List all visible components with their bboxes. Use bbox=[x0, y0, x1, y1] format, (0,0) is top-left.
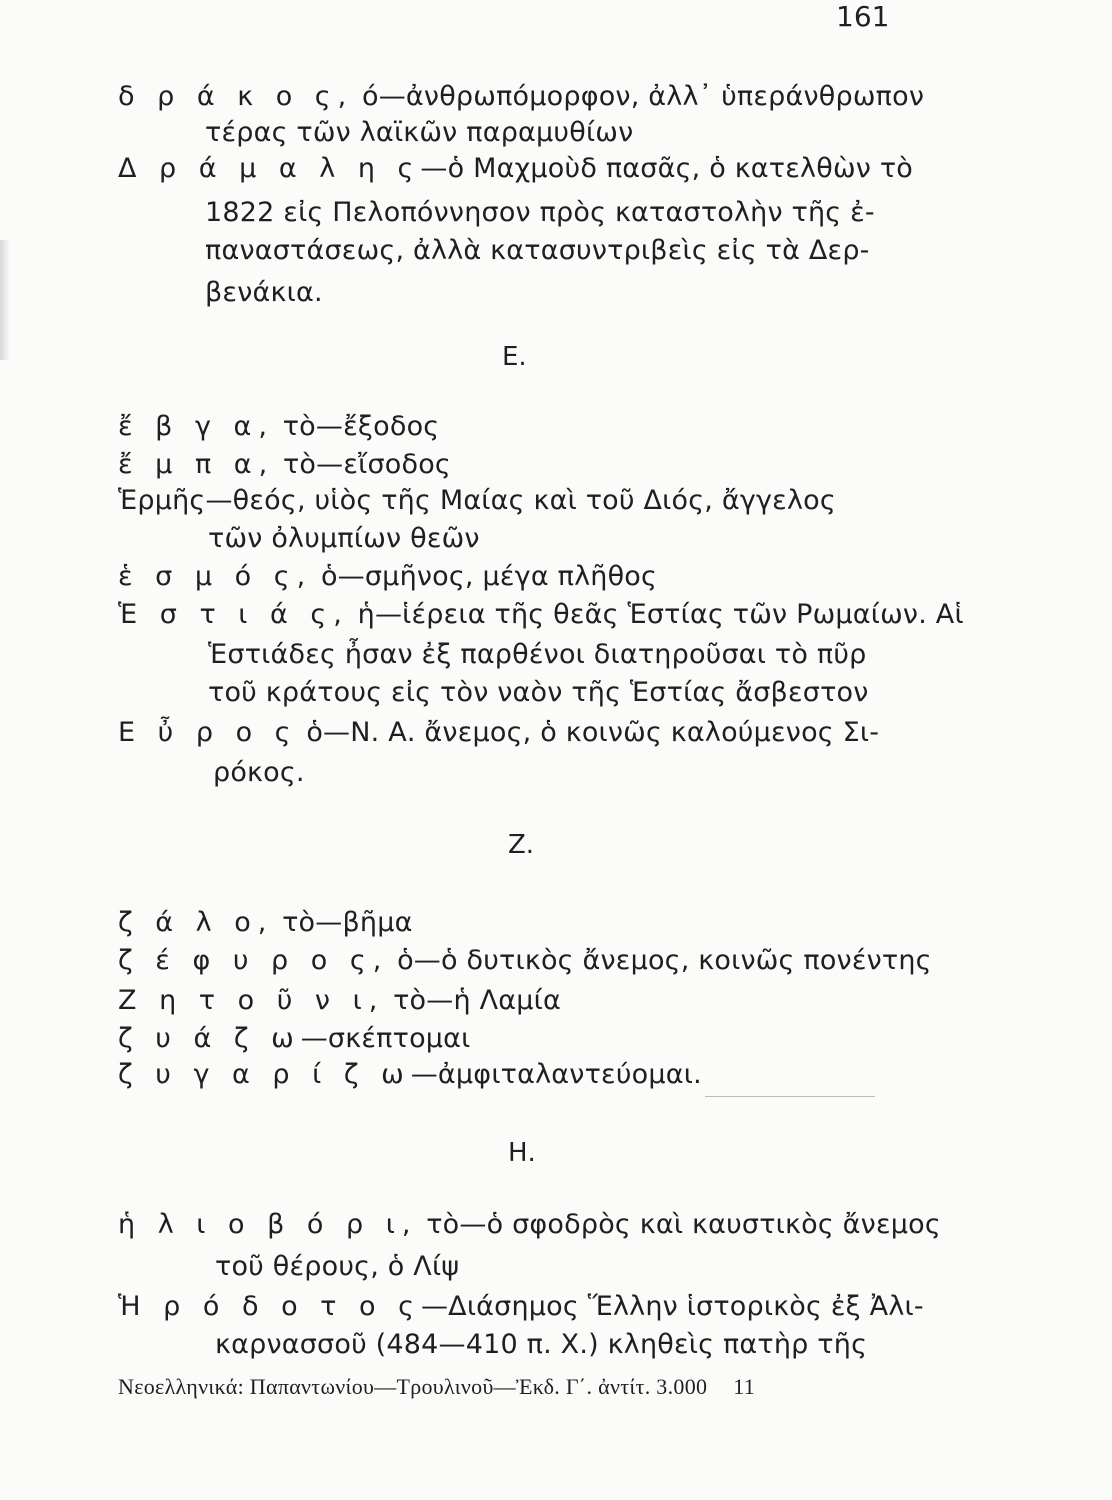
entry-text: καρνασσοῦ (484—410 π. Χ.) κληθεὶς πατὴρ τῆς bbox=[215, 1329, 868, 1360]
entry-headword: Δ ρ ά μ α λ η ς bbox=[118, 153, 421, 184]
entry-text: τὸ—εἴσοδος bbox=[274, 449, 451, 480]
entry-headword: ἑ σ μ ό ς, bbox=[118, 561, 313, 592]
entry-line bbox=[118, 1208, 941, 1242]
entry-text: τοῦ θέρους, ὁ Λίψ bbox=[215, 1251, 460, 1282]
entry-headword: Ἑ σ τ ι ά ς, bbox=[118, 599, 349, 630]
entry-text: τὸ—βῆμα bbox=[273, 907, 413, 938]
entry-text: βενάκια. bbox=[205, 277, 323, 308]
entry-text: τῶν ὀλυμπίων θεῶν bbox=[208, 523, 480, 554]
entry-text: ὁ—Ν. Α. ἄνεμος, ὁ κοινῶς καλούμενος Σι- bbox=[297, 717, 880, 748]
entry-headword: δ ρ ά κ ο ς, bbox=[118, 81, 354, 112]
entry-headword: Ἡ ρ ό δ ο τ ο ς bbox=[118, 1291, 421, 1322]
entry-text: —ὁ Μαχμοὺδ πασᾶς, ὁ κατελθὼν τὸ bbox=[420, 153, 914, 184]
entry-line bbox=[118, 984, 561, 1018]
entry-text: τὸ—ἔξοδος bbox=[273, 411, 440, 442]
entry-line bbox=[118, 410, 439, 444]
entry-text: τοῦ κράτους εἰς τὸν ναὸν τῆς Ἑστίας ἄσβεστον bbox=[208, 677, 869, 708]
entry-text: ἡ—ἱέρεια τῆς θεᾶς Ἑστίας τῶν Ρωμαίων. Αἱ bbox=[348, 599, 964, 630]
entry-headword: ἔ β γ α, bbox=[118, 411, 274, 442]
entry-headword: ζ έ φ υ ρ ο ς, bbox=[118, 945, 389, 976]
signature-number: 11 bbox=[733, 1374, 756, 1399]
entry-line bbox=[213, 756, 305, 790]
entry-line bbox=[208, 676, 869, 710]
entry-text: ό—ἀνθρωπόμορφον, ἀλλ᾽ ὑπεράνθρωπον bbox=[353, 81, 925, 112]
entry-line bbox=[118, 560, 657, 594]
page-edge-shadow bbox=[0, 240, 10, 360]
entry-text: —ἀμφιταλαντεύομαι. bbox=[410, 1059, 702, 1090]
entry-text: παναστάσεως, ἀλλὰ κατασυντριβεὶς εἰς τὰ Δερ- bbox=[205, 235, 870, 266]
entry-line bbox=[118, 152, 913, 186]
entry-headword: Ζ η τ ο ῦ ν ι, bbox=[118, 985, 385, 1016]
entry-line bbox=[118, 1290, 924, 1324]
entry-line bbox=[215, 1328, 867, 1362]
entry-headword: ζ υ ά ζ ω bbox=[118, 1023, 301, 1054]
entry-text: 1822 εἰς Πελοπόννησον πρὸς καταστολὴν τῆς ἐ- bbox=[205, 197, 875, 228]
entry-line bbox=[205, 234, 870, 268]
entry-line bbox=[118, 716, 879, 750]
entry-text: —σκέπτομαι bbox=[300, 1023, 471, 1054]
page-number: 161 bbox=[836, 0, 890, 33]
entry-text: ὁ—σμῆνος, μέγα πλῆθος bbox=[312, 561, 658, 592]
entry-headword: Ε ὖ ρ ο ς bbox=[118, 717, 298, 748]
entry-text: τὸ—ὁ σφοδρὸς καὶ καυστικὸς ἄνεμος bbox=[417, 1209, 941, 1240]
entry-text: ὁ—ὁ δυτικὸς ἄνεμος, κοινῶς πονέντης bbox=[388, 945, 932, 976]
entry-text: ρόκος. bbox=[213, 757, 305, 788]
entry-line bbox=[215, 1250, 459, 1284]
entry-line bbox=[118, 484, 836, 518]
entry-line bbox=[118, 80, 924, 114]
divider bbox=[705, 1096, 875, 1097]
section-heading: Ζ. bbox=[508, 830, 535, 860]
entry-line bbox=[118, 906, 413, 940]
entry-line bbox=[205, 196, 875, 230]
entry-line bbox=[118, 448, 451, 482]
entry-text: Ἑρμῆς—θεός, υἱὸς τῆς Μαίας καὶ τοῦ Διός, ἄγγελος bbox=[118, 485, 836, 516]
entry-text: τὸ—ἡ Λαμία bbox=[384, 985, 561, 1016]
section-heading: Ε. bbox=[502, 342, 527, 372]
section-heading: Η. bbox=[508, 1138, 536, 1168]
entry-line bbox=[205, 116, 633, 150]
entry-headword: ἡ λ ι ο β ό ρ ι, bbox=[118, 1209, 418, 1240]
entry-line bbox=[205, 276, 323, 310]
entry-text: Ἑστιάδες ἦσαν ἐξ παρθένοι διατηροῦσαι τὸ πῦρ bbox=[208, 639, 867, 670]
entry-line bbox=[208, 522, 480, 556]
entry-line bbox=[118, 944, 932, 978]
footer-text: Νεοελληνικά: Παπαντωνίου—Τρουλινοῦ—Ἐκδ. Γ΄. ἀντίτ. 3.000 bbox=[118, 1374, 708, 1399]
entry-line bbox=[118, 598, 964, 632]
entry-line bbox=[118, 1022, 471, 1056]
entry-text: τέρας τῶν λαϊκῶν παραμυθίων bbox=[205, 117, 634, 148]
entry-headword: ζ υ γ α ρ ί ζ ω bbox=[118, 1059, 411, 1090]
entry-headword: ἔ μ π α, bbox=[118, 449, 275, 480]
footer-imprint bbox=[118, 1374, 755, 1400]
entry-text: —Διάσημος Ἕλλην ἱστορικὸς ἐξ Ἀλι- bbox=[420, 1291, 924, 1322]
entry-line bbox=[208, 638, 867, 672]
entry-headword: ζ ά λ ο, bbox=[118, 907, 274, 938]
entry-line bbox=[118, 1058, 702, 1092]
